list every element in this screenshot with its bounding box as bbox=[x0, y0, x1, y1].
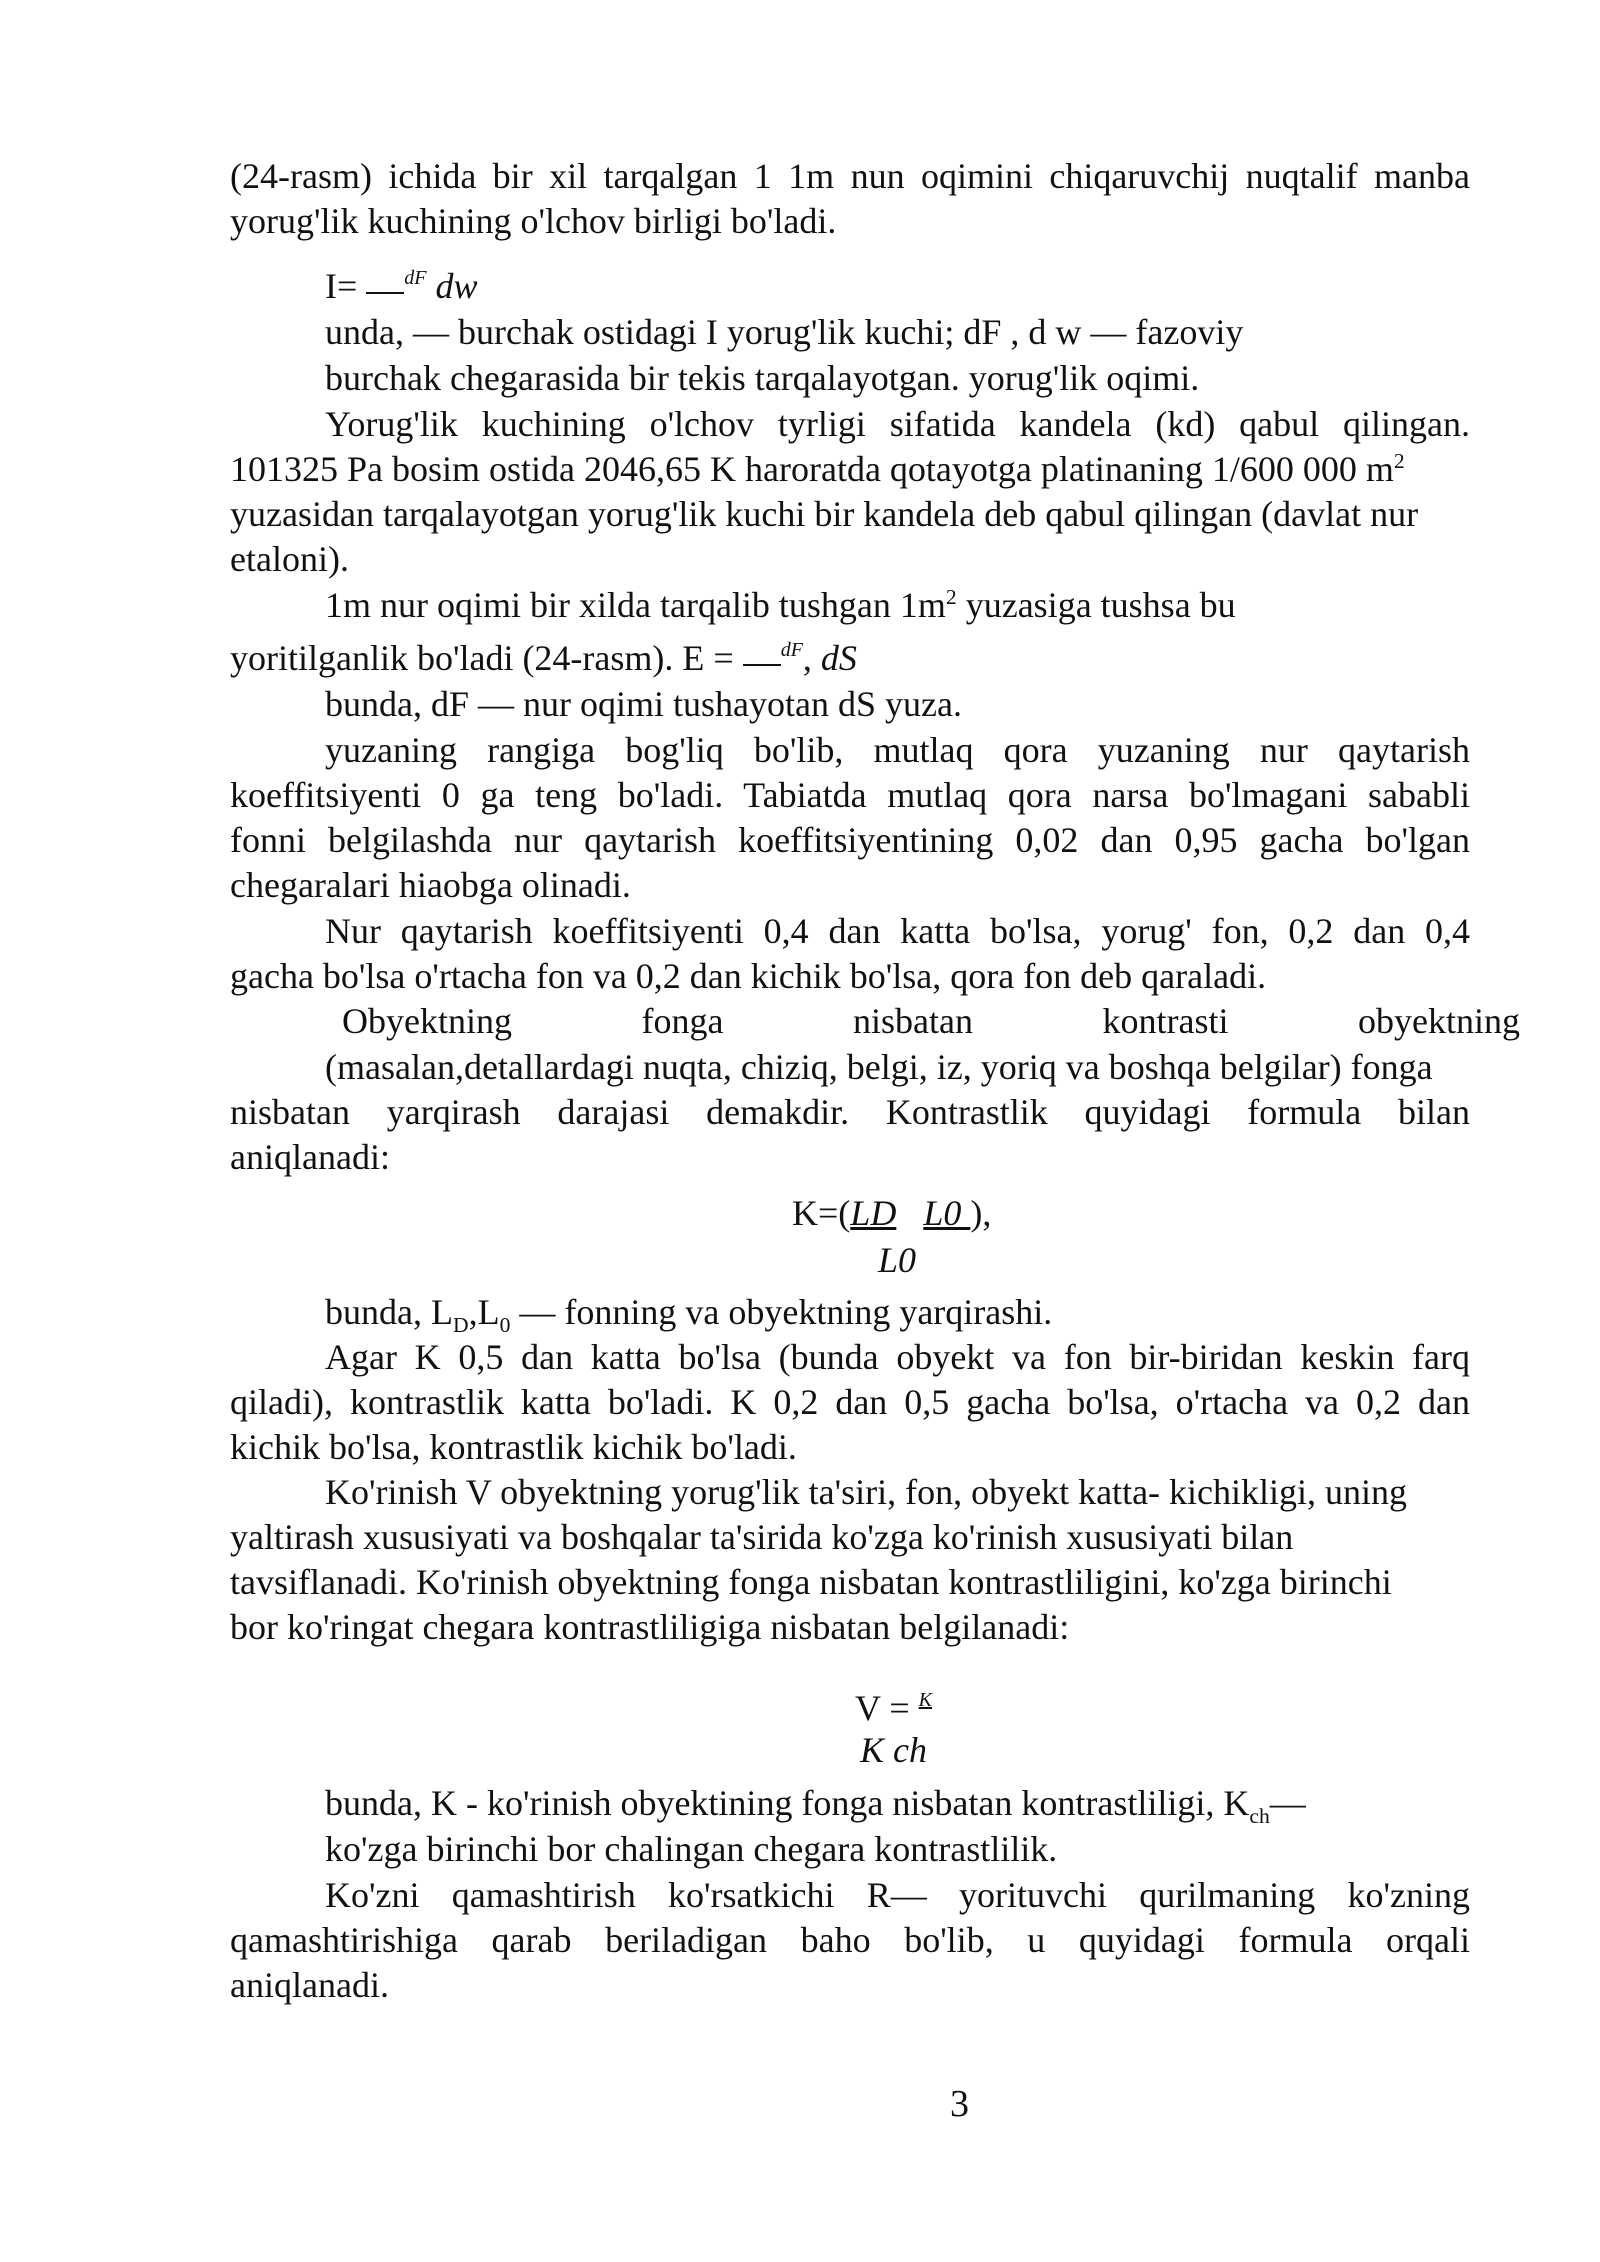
text-line: burchak chegarasida bir tekis tarqalayotgan. yorug'lik oqimi. bbox=[325, 358, 1200, 398]
text-line: qamashtirishiga qarab beriladigan baho bo'lib, u quyidagi formula orqali bbox=[230, 1920, 1470, 1960]
formula-illuminance bbox=[230, 628, 1470, 678]
formula-numerator: K bbox=[918, 1689, 932, 1711]
text-line: unda, — burchak ostidagi I yorug'lik kuchi; dF , d w — fazoviy bbox=[325, 312, 1244, 352]
formula-contrast bbox=[792, 1191, 991, 1235]
text-line: tavsiflanadi. Ko'rinish obyektning fonga nisbatan kontrastliligini, ko'zga birinchi bbox=[230, 1562, 1392, 1602]
text-line: aniqlanadi: bbox=[230, 1137, 390, 1177]
page-number: 3 bbox=[950, 2083, 969, 2125]
text-line: Yorug'lik kuchining o'lchov tyrligi sifatida kandela (kd) qabul qilingan. bbox=[325, 404, 1470, 444]
text-line: bunda, dF — nur oqimi tushayotan dS yuza. bbox=[325, 684, 962, 724]
text-line: Ko'rinish V obyektning yorug'lik ta'siri, fon, obyekt katta- kichikligi, uning bbox=[325, 1472, 1408, 1512]
text-line: Obyektning fonga nisbatan kontrasti obyektning bbox=[342, 1001, 1520, 1041]
text-run: yoritilganlik bo'ladi (24-rasm). E = bbox=[230, 638, 743, 678]
text-line: Ko'zni qamashtirish ko'rsatkichi R— yorituvchi qurilmaning ko'zning bbox=[325, 1875, 1470, 1915]
text-line: fonni belgilashda nur qaytarish koeffitsiyentining 0,02 dan 0,95 gacha bo'lgan bbox=[230, 820, 1470, 860]
fraction-bar bbox=[366, 292, 404, 294]
subscript: ch bbox=[1249, 1804, 1270, 1829]
subscript: 0 bbox=[499, 1313, 511, 1338]
text-run: — bbox=[1269, 1783, 1306, 1823]
text-line: Nur qaytarish koeffitsiyenti 0,4 dan katta bo'lsa, yorug' fon, 0,2 dan 0,4 bbox=[325, 911, 1470, 951]
text-run: ,L bbox=[468, 1292, 500, 1332]
superscript: 2 bbox=[1393, 449, 1405, 473]
formula-rhs: ), bbox=[970, 1193, 992, 1233]
text-line: yuzasidan tarqalayotgan yorug'lik kuchi bir kandela deb qabul qilingan (davlat nur bbox=[230, 494, 1419, 534]
superscript: 2 bbox=[945, 585, 957, 609]
formula-denominator bbox=[860, 1728, 927, 1772]
text-line bbox=[325, 1290, 1470, 1338]
formula-term: L0 bbox=[878, 1240, 917, 1280]
formula-visibility bbox=[855, 1678, 932, 1730]
text-line: gacha bo'lsa o'rtacha fon va 0,2 dan kichik bo'lsa, qora fon deb qaraladi. bbox=[230, 956, 1267, 996]
text-run: bunda, L bbox=[325, 1292, 453, 1332]
text-line: yuzaning rangiga bog'liq bo'lib, mutlaq qora yuzaning nur qaytarish bbox=[325, 730, 1470, 770]
text-line: Agar K 0,5 dan katta bo'lsa (bunda obyekt va fon bir-biridan keskin farq bbox=[325, 1337, 1470, 1377]
text-line: etaloni). bbox=[230, 539, 349, 579]
text-run: bunda, K - ko'rinish obyektining fonga nisbatan kontrastliligi, K bbox=[325, 1783, 1250, 1823]
text-line bbox=[325, 583, 1470, 627]
formula-term: LD bbox=[850, 1193, 897, 1233]
text-line: bor ko'ringat chegara kontrastliligiga nisbatan belgilanadi: bbox=[230, 1607, 1070, 1647]
formula-denominator: dS bbox=[820, 638, 857, 678]
fraction-bar bbox=[743, 664, 781, 666]
text-line bbox=[230, 447, 1470, 491]
text-line: chegaralari hiaobga olinadi. bbox=[230, 865, 631, 905]
formula-denominator: dw bbox=[435, 266, 478, 306]
formula-term: K ch bbox=[860, 1730, 927, 1770]
text-line: ko'zga birinchi bor chalingan chegara kontrastlilik. bbox=[325, 1829, 1058, 1869]
formula-lhs: I= bbox=[325, 266, 358, 306]
text-line: yorug'lik kuchining o'lchov birligi bo'ladi. bbox=[230, 201, 837, 241]
text-line: (masalan,detallardagi nuqta, chiziq, belgi, iz, yoriq va boshqa belgilar) fonga bbox=[325, 1047, 1433, 1087]
text-line: koeffitsiyenti 0 ga teng bo'ladi. Tabiatda mutlaq qora narsa bo'lmagani sababli bbox=[230, 775, 1470, 815]
text-line: kichik bo'lsa, kontrastlik kichik bo'ladi. bbox=[230, 1427, 797, 1467]
text-run: yuzasiga tushsa bu bbox=[956, 585, 1236, 625]
formula-numerator: dF bbox=[404, 267, 427, 289]
formula-luminous-intensity bbox=[325, 256, 1470, 306]
formula-lhs: V = bbox=[855, 1688, 919, 1728]
text-run: — fonning va obyektning yarqirashi. bbox=[510, 1292, 1053, 1332]
formula-lhs: K=( bbox=[792, 1193, 851, 1233]
formula-numerator: dF bbox=[780, 639, 803, 661]
text-line: yaltirash xususiyati va boshqalar ta'sirida ko'zga ko'rinish xususiyati bilan bbox=[230, 1517, 1294, 1557]
text-run: 1m nur oqimi bir xilda tarqalib tushgan 1m bbox=[325, 585, 946, 625]
text-line: (24-rasm) ichida bir xil tarqalgan 1 1m nun oqimini chiqaruvchij nuqtalif manba bbox=[230, 156, 1470, 196]
text-line: qiladi), kontrastlik katta bo'ladi. K 0,2 dan 0,5 gacha bo'lsa, o'rtacha va 0,2 dan bbox=[230, 1382, 1470, 1422]
subscript: D bbox=[452, 1313, 469, 1338]
text-line bbox=[325, 1781, 1470, 1829]
formula-denominator bbox=[878, 1238, 916, 1282]
text-line: nisbatan yarqirash darajasi demakdir. Kontrastlik quyidagi formula bilan bbox=[230, 1092, 1470, 1132]
formula-term: L0 bbox=[923, 1193, 971, 1233]
text-run: , bbox=[802, 638, 821, 678]
text-run: 101325 Pa bosim ostida 2046,65 K haroratda qotayotga platinaning 1/600 000 m bbox=[230, 449, 1394, 489]
text-line: aniqlanadi. bbox=[230, 1965, 389, 2005]
